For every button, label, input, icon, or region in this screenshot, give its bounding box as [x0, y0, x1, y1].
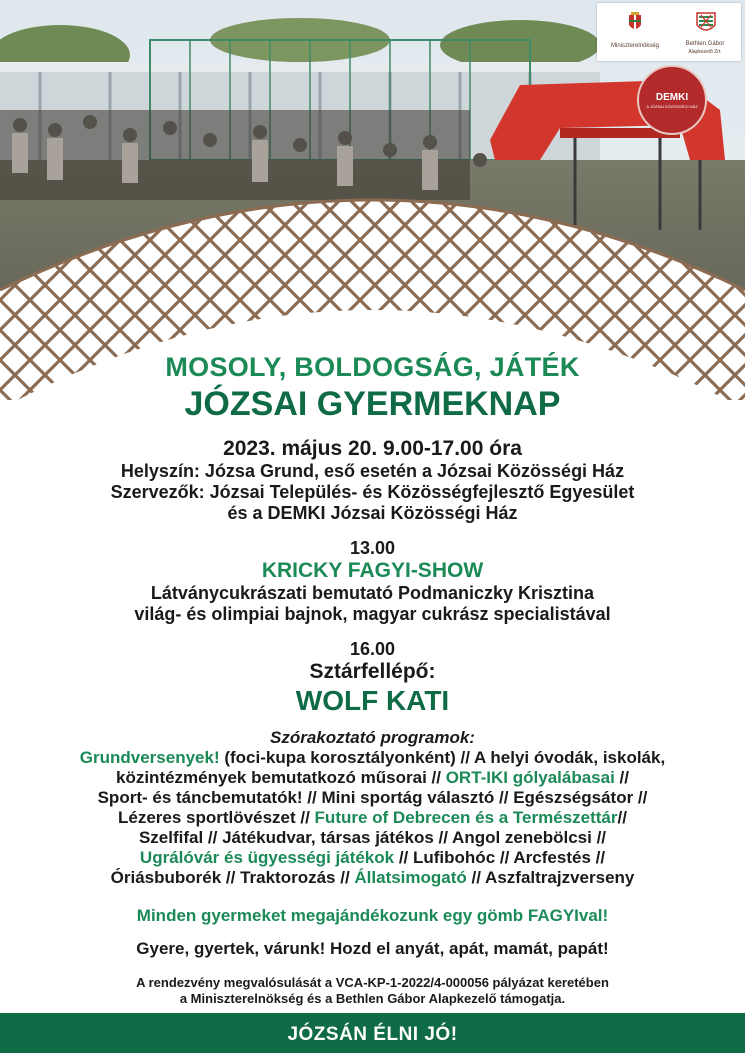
- grant-notice-line1: A rendezvény megvalósulását a VCA-KP-1-2022/4-000056 pályázat keretében: [136, 975, 609, 990]
- programs-line1: [0, 748, 745, 768]
- program-highlight: Future of Debrecen és a Természettár: [314, 808, 618, 827]
- show-description-line2: világ- és olimpiai bajnok, magyar cukrász specialistával: [134, 604, 611, 624]
- show-time: 13.00: [349, 538, 396, 558]
- show-name: KRICKY FAGYI-SHOW: [261, 559, 484, 582]
- program-text: //: [614, 768, 629, 787]
- programs-line2: [0, 768, 745, 788]
- program-highlight: Grundversenyek!: [79, 748, 220, 767]
- show-description-line1: Látványcukrászati bemutató Podmaniczky Krisztina: [150, 583, 595, 603]
- program-text: közintézmények bemutatkozó műsorai //: [116, 768, 446, 787]
- program-text: //: [617, 808, 627, 827]
- program-text: (foci-kupa korosztályonként) // A helyi óvodák, iskolák,: [219, 748, 666, 767]
- demki-logo-text: DEMKI: [655, 91, 689, 103]
- demki-logo: [637, 65, 707, 135]
- program-text: Lézeres sportlövészet //: [118, 808, 315, 827]
- program-text: // Lufibohóc // Arcfestés //: [394, 848, 606, 867]
- sponsor-logos: [597, 3, 741, 61]
- programs-line5: Szelfifal // Játékudvar, társas játékos // Angol zenebölcsi //: [138, 828, 607, 847]
- logo-bethlen-text: Bethlen Gábor: [685, 41, 725, 47]
- demki-logo-subtext: A JÓZSAI KÖZÖSSÉGI HÁZ: [646, 103, 698, 109]
- star-label: Sztárfellépő:: [309, 660, 436, 683]
- program-text: // Aszfaltrajzverseny: [466, 868, 635, 887]
- program-text: Óriásbuborék // Traktorozás //: [110, 868, 355, 887]
- invitation-text: Gyere, gyertek, várunk! Hozd el anyát, apát, mamát, papát!: [136, 939, 609, 958]
- program-highlight: Állatsimogató: [354, 868, 467, 887]
- event-location: Helyszín: Józsa Grund, eső esetén a Józsai Közösségi Ház: [120, 461, 625, 481]
- footer-banner: JÓZSÁN ÉLNI JÓ!: [0, 1013, 745, 1053]
- event-organizers-line1: Szervezők: Józsai Település- és Közösségfejlesztő Egyesület: [110, 482, 635, 502]
- grant-notice-line2: a Miniszterelnökség és a Bethlen Gábor Alapkezelő támogatja.: [179, 991, 566, 1006]
- programs-line4: [0, 808, 745, 828]
- programs-line3: Sport- és táncbemutatók! // Mini sportág választó // Egészségsátor //: [97, 788, 648, 807]
- event-date: 2023. május 20. 9.00-17.00 óra: [223, 437, 522, 460]
- event-subtitle: MOSOLY, BOLDOGSÁG, JÁTÉK: [165, 352, 580, 382]
- programs-line6: [0, 848, 745, 868]
- hungary-coat-of-arms-icon: [627, 11, 643, 33]
- poster-content: [0, 340, 745, 1007]
- program-highlight: Ugrálóvár és ügyességi játékok: [139, 848, 395, 867]
- event-title: JÓZSAI GYERMEKNAP: [184, 385, 561, 423]
- programs-line7: [0, 868, 745, 888]
- star-name: WOLF KATI: [295, 685, 450, 716]
- logo-bethlen-subtext: Alapkezelő Zrt.: [688, 49, 722, 55]
- bethlen-gabor-logo-icon: [695, 11, 717, 35]
- program-highlight: ORT-IKI gólyalábasai: [445, 768, 615, 787]
- star-time: 16.00: [349, 639, 396, 659]
- event-organizers-line2: és a DEMKI Józsai Közösségi Ház: [227, 503, 518, 523]
- logo-ministry-text: Miniszterelnökség: [610, 43, 660, 49]
- programs-heading: Szórakoztató programok:: [270, 728, 475, 747]
- gift-announcement: Minden gyermeket megajándékozunk egy gömb FAGYIval!: [136, 906, 609, 925]
